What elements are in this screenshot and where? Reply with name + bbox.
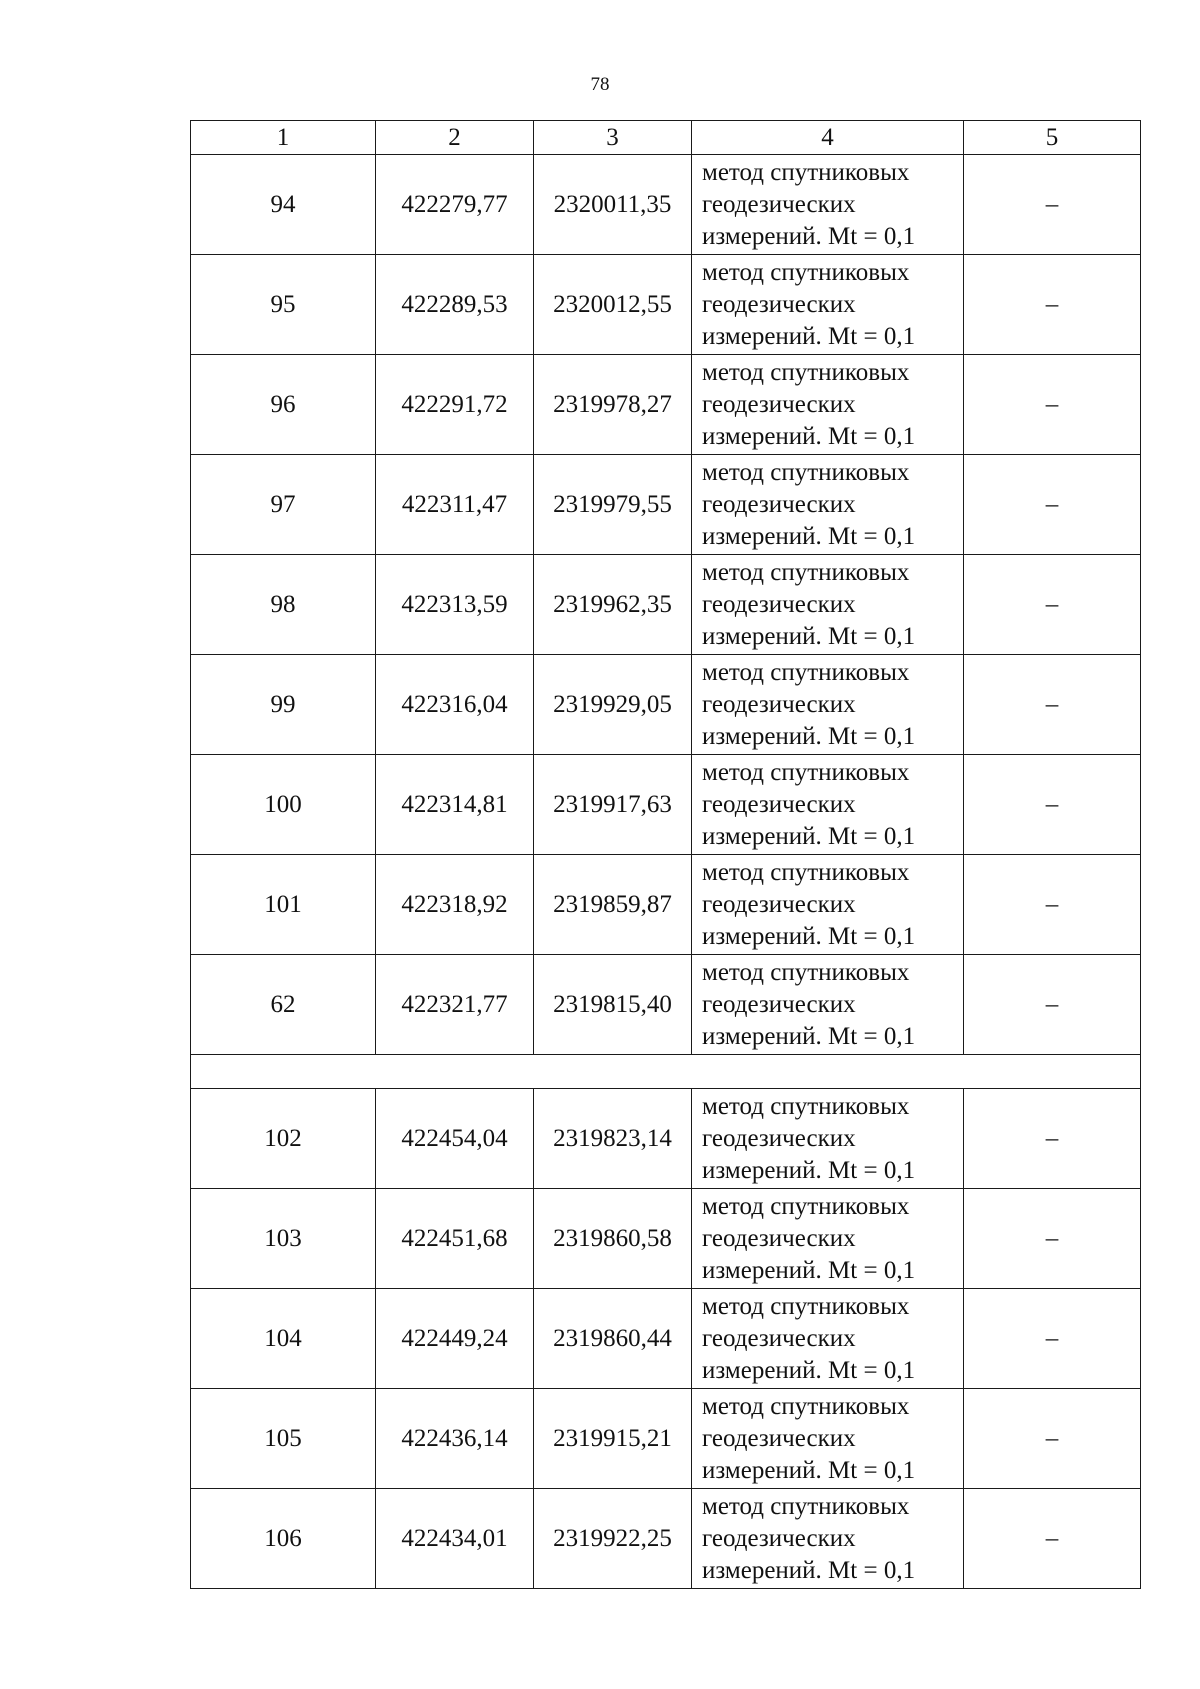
method-text-line: геодезических bbox=[702, 990, 856, 1018]
note-cell: – bbox=[964, 255, 1141, 355]
note-cell: – bbox=[964, 1489, 1141, 1589]
method-text-line: измерений. Mt = 0,1 bbox=[702, 322, 916, 350]
y-coordinate-cell: 2319917,63 bbox=[534, 755, 692, 855]
method-text-line: геодезических bbox=[702, 1124, 856, 1152]
note-cell: – bbox=[964, 855, 1141, 955]
method-cell bbox=[692, 1289, 964, 1389]
point-number-cell: 95 bbox=[191, 255, 376, 355]
y-coordinate-cell: 2320012,55 bbox=[534, 255, 692, 355]
point-number-cell: 98 bbox=[191, 555, 376, 655]
header-cell-x: 2 bbox=[376, 121, 534, 155]
method-cell bbox=[692, 1089, 964, 1189]
x-coordinate-cell: 422289,53 bbox=[376, 255, 534, 355]
method-cell bbox=[692, 255, 964, 355]
point-number-cell: 99 bbox=[191, 655, 376, 755]
x-coordinate-cell: 422321,77 bbox=[376, 955, 534, 1055]
method-cell bbox=[692, 1489, 964, 1589]
method-text-line: геодезических bbox=[702, 690, 856, 718]
method-text-line: измерений. Mt = 0,1 bbox=[702, 622, 916, 650]
method-text-line: измерений. Mt = 0,1 bbox=[702, 1456, 916, 1484]
method-text-line: метод спутниковых bbox=[702, 1192, 910, 1220]
method-text-line: метод спутниковых bbox=[702, 858, 910, 886]
method-text-line: метод спутниковых bbox=[702, 1092, 910, 1120]
table-row bbox=[191, 155, 1141, 255]
method-cell bbox=[692, 1389, 964, 1489]
method-text-line: геодезических bbox=[702, 190, 856, 218]
point-number-cell: 101 bbox=[191, 855, 376, 955]
method-text-line: измерений. Mt = 0,1 bbox=[702, 1022, 916, 1050]
y-coordinate-cell: 2319962,35 bbox=[534, 555, 692, 655]
method-cell bbox=[692, 855, 964, 955]
method-text-line: геодезических bbox=[702, 1524, 856, 1552]
method-text-line: измерений. Mt = 0,1 bbox=[702, 822, 916, 850]
method-text-line: геодезических bbox=[702, 1324, 856, 1352]
y-coordinate-cell: 2319859,87 bbox=[534, 855, 692, 955]
method-text-line: метод спутниковых bbox=[702, 358, 910, 386]
method-text-line: измерений. Mt = 0,1 bbox=[702, 922, 916, 950]
note-cell: – bbox=[964, 1389, 1141, 1489]
y-coordinate-cell: 2319915,21 bbox=[534, 1389, 692, 1489]
point-number-cell: 62 bbox=[191, 955, 376, 1055]
method-text-line: метод спутниковых bbox=[702, 658, 910, 686]
table-separator-row bbox=[191, 1055, 1141, 1089]
x-coordinate-cell: 422314,81 bbox=[376, 755, 534, 855]
point-number-cell: 103 bbox=[191, 1189, 376, 1289]
method-text-line: измерений. Mt = 0,1 bbox=[702, 1356, 916, 1384]
table-row bbox=[191, 1389, 1141, 1489]
coordinates-table bbox=[190, 120, 1141, 1589]
point-number-cell: 96 bbox=[191, 355, 376, 455]
x-coordinate-cell: 422451,68 bbox=[376, 1189, 534, 1289]
y-coordinate-cell: 2319860,58 bbox=[534, 1189, 692, 1289]
method-text-line: геодезических bbox=[702, 790, 856, 818]
note-cell: – bbox=[964, 155, 1141, 255]
x-coordinate-cell: 422316,04 bbox=[376, 655, 534, 755]
y-coordinate-cell: 2319922,25 bbox=[534, 1489, 692, 1589]
method-text-line: измерений. Mt = 0,1 bbox=[702, 1256, 916, 1284]
method-cell bbox=[692, 1189, 964, 1289]
method-text-line: метод спутниковых bbox=[702, 558, 910, 586]
header-cell-y: 3 bbox=[534, 121, 692, 155]
point-number-cell: 104 bbox=[191, 1289, 376, 1389]
method-text-line: измерений. Mt = 0,1 bbox=[702, 222, 916, 250]
method-text-line: метод спутниковых bbox=[702, 758, 910, 786]
table-row bbox=[191, 1289, 1141, 1389]
table-row bbox=[191, 1489, 1141, 1589]
y-coordinate-cell: 2319929,05 bbox=[534, 655, 692, 755]
table-row bbox=[191, 355, 1141, 455]
method-text-line: измерений. Mt = 0,1 bbox=[702, 1156, 916, 1184]
method-text-line: метод спутниковых bbox=[702, 258, 910, 286]
method-cell bbox=[692, 155, 964, 255]
method-cell bbox=[692, 955, 964, 1055]
method-text-line: измерений. Mt = 0,1 bbox=[702, 522, 916, 550]
x-coordinate-cell: 422311,47 bbox=[376, 455, 534, 555]
point-number-cell: 102 bbox=[191, 1089, 376, 1189]
method-cell bbox=[692, 755, 964, 855]
x-coordinate-cell: 422434,01 bbox=[376, 1489, 534, 1589]
coordinates-table-body bbox=[191, 121, 1141, 1589]
y-coordinate-cell: 2319815,40 bbox=[534, 955, 692, 1055]
table-row bbox=[191, 755, 1141, 855]
method-text-line: геодезических bbox=[702, 1224, 856, 1252]
note-cell: – bbox=[964, 755, 1141, 855]
method-text-line: метод спутниковых bbox=[702, 458, 910, 486]
method-text-line: геодезических bbox=[702, 490, 856, 518]
y-coordinate-cell: 2319860,44 bbox=[534, 1289, 692, 1389]
table-header-row bbox=[191, 121, 1141, 155]
x-coordinate-cell: 422454,04 bbox=[376, 1089, 534, 1189]
separator-cell bbox=[191, 1055, 1141, 1089]
header-cell-note: 5 bbox=[964, 121, 1141, 155]
method-cell bbox=[692, 355, 964, 455]
table-row bbox=[191, 1189, 1141, 1289]
table-row bbox=[191, 655, 1141, 755]
note-cell: – bbox=[964, 655, 1141, 755]
y-coordinate-cell: 2320011,35 bbox=[534, 155, 692, 255]
method-text-line: геодезических bbox=[702, 1424, 856, 1452]
table-row bbox=[191, 255, 1141, 355]
note-cell: – bbox=[964, 1289, 1141, 1389]
header-cell-point: 1 bbox=[191, 121, 376, 155]
table-row bbox=[191, 955, 1141, 1055]
note-cell: – bbox=[964, 955, 1141, 1055]
x-coordinate-cell: 422318,92 bbox=[376, 855, 534, 955]
note-cell: – bbox=[964, 1189, 1141, 1289]
y-coordinate-cell: 2319979,55 bbox=[534, 455, 692, 555]
point-number-cell: 106 bbox=[191, 1489, 376, 1589]
method-cell bbox=[692, 455, 964, 555]
table-row bbox=[191, 855, 1141, 955]
method-text-line: геодезических bbox=[702, 590, 856, 618]
table-row bbox=[191, 555, 1141, 655]
point-number-cell: 100 bbox=[191, 755, 376, 855]
header-cell-method: 4 bbox=[692, 121, 964, 155]
method-text-line: геодезических bbox=[702, 290, 856, 318]
x-coordinate-cell: 422291,72 bbox=[376, 355, 534, 455]
note-cell: – bbox=[964, 555, 1141, 655]
method-cell bbox=[692, 655, 964, 755]
method-text-line: метод спутниковых bbox=[702, 1392, 910, 1420]
y-coordinate-cell: 2319823,14 bbox=[534, 1089, 692, 1189]
method-text-line: метод спутниковых bbox=[702, 1292, 910, 1320]
x-coordinate-cell: 422313,59 bbox=[376, 555, 534, 655]
point-number-cell: 105 bbox=[191, 1389, 376, 1489]
method-text-line: геодезических bbox=[702, 890, 856, 918]
x-coordinate-cell: 422279,77 bbox=[376, 155, 534, 255]
method-text-line: метод спутниковых bbox=[702, 1492, 910, 1520]
y-coordinate-cell: 2319978,27 bbox=[534, 355, 692, 455]
method-text-line: метод спутниковых bbox=[702, 158, 910, 186]
note-cell: – bbox=[964, 1089, 1141, 1189]
note-cell: – bbox=[964, 355, 1141, 455]
method-text-line: измерений. Mt = 0,1 bbox=[702, 422, 916, 450]
table-row bbox=[191, 1089, 1141, 1189]
x-coordinate-cell: 422449,24 bbox=[376, 1289, 534, 1389]
method-text-line: измерений. Mt = 0,1 bbox=[702, 722, 916, 750]
method-cell bbox=[692, 555, 964, 655]
method-text-line: метод спутниковых bbox=[702, 958, 910, 986]
method-text-line: измерений. Mt = 0,1 bbox=[702, 1556, 916, 1584]
note-cell: – bbox=[964, 455, 1141, 555]
method-text-line: геодезических bbox=[702, 390, 856, 418]
table-row bbox=[191, 455, 1141, 555]
point-number-cell: 97 bbox=[191, 455, 376, 555]
page-number: 78 bbox=[590, 74, 610, 95]
x-coordinate-cell: 422436,14 bbox=[376, 1389, 534, 1489]
point-number-cell: 94 bbox=[191, 155, 376, 255]
